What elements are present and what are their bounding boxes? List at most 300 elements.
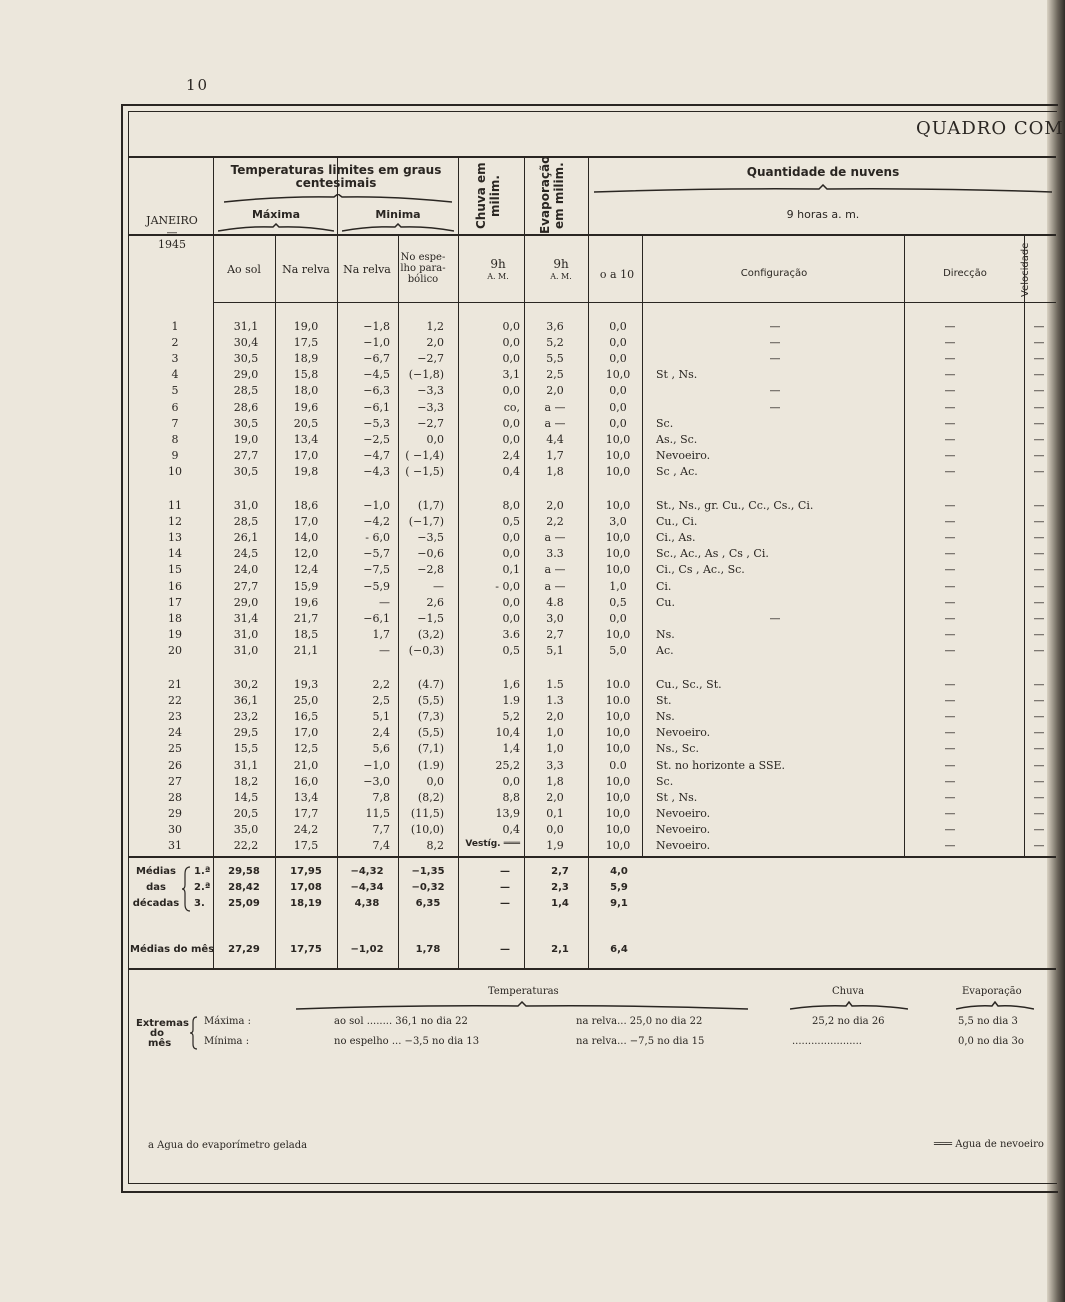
cell-day: 19: [168, 627, 182, 641]
mean-dec: 2.ª: [194, 882, 211, 893]
cell-min-relva: 2,4: [372, 726, 390, 740]
maxima-brace: [218, 223, 334, 233]
nove-horas-header: 9 horas a. m.: [786, 208, 860, 221]
evap-ampm: A. M.: [550, 272, 572, 281]
cell-conf: Nevoeiro.: [656, 726, 711, 740]
mean-dec: 1.ª: [194, 866, 211, 877]
cell-conf: St., Ns., gr. Cu., Cc., Cs., Ci.: [656, 499, 814, 512]
cell-conf: Ns.: [656, 710, 675, 724]
header-mid-rule: [128, 234, 1056, 236]
cell-day: 11: [168, 499, 182, 512]
cell-nuv: 0,0: [609, 352, 627, 366]
cell-esp: −0,6: [417, 547, 444, 561]
mean-evap: 2,3: [551, 882, 569, 893]
cell-evap: 2,0: [546, 790, 564, 804]
cell-sol: 24,0: [233, 563, 259, 577]
cell-conf: Cu., Sc., St.: [656, 678, 722, 691]
cell-relva: 17,5: [293, 336, 319, 350]
cell-chuva: 10,4: [495, 726, 520, 740]
mean-dec: 3.: [194, 898, 205, 909]
cell-dir: —: [944, 579, 956, 593]
mean-min-relva: −4,34: [350, 882, 384, 893]
cell-conf: Ci.: [656, 579, 672, 593]
cell-evap: a —: [544, 416, 566, 430]
cell-conf: St , Ns.: [656, 790, 698, 804]
cell-conf: Sc , Ac.: [656, 464, 698, 478]
cell-evap: 1,9: [546, 839, 564, 852]
cell-evap: 0,0: [546, 822, 564, 836]
cell-conf: Cu.: [656, 595, 675, 609]
cell-chuva: 2,4: [502, 448, 520, 462]
nuvens-header: Quantidade de nuvens: [746, 165, 900, 179]
cell-evap: 3,0: [546, 611, 564, 625]
cell-min-relva: 11,5: [365, 806, 390, 820]
cell-sol: 27,7: [233, 448, 259, 462]
na-relva-max-header: Na relva: [282, 263, 330, 276]
cell-day: 5: [171, 384, 179, 398]
mean-chuva: —: [500, 898, 510, 909]
cell-vel: —: [1033, 627, 1045, 641]
cell-min-relva: −1,8: [363, 320, 390, 333]
column-rule: [642, 236, 643, 856]
cell-conf: —: [769, 320, 781, 333]
cell-chuva: 0,5: [502, 515, 520, 529]
means-label-decadas: décadas: [132, 898, 180, 909]
cell-chuva: 0,4: [502, 822, 520, 836]
mean-nuv: 4,0: [610, 866, 628, 877]
cell-relva: 18,9: [293, 352, 319, 366]
cell-dir: —: [944, 678, 956, 691]
cell-relva: 20,5: [293, 416, 319, 430]
extremes-max-sol: ao sol ........ 36,1 no dia 22: [334, 1016, 468, 1027]
cell-evap: 4,4: [546, 432, 564, 446]
cell-nuv: 10,0: [605, 710, 631, 724]
cell-vel: —: [1033, 726, 1045, 740]
cell-vel: —: [1033, 774, 1045, 788]
cell-esp: ( −1,5): [405, 464, 444, 478]
cell-chuva: 0,0: [502, 384, 520, 398]
cell-esp: (4.7): [417, 678, 444, 691]
cell-day: 15: [168, 563, 182, 577]
cell-sol: 23,2: [233, 710, 259, 724]
cell-conf: Cu., Ci.: [656, 515, 698, 529]
cell-nuv: 0,0: [609, 384, 627, 398]
cell-min-relva: 1,7: [372, 627, 390, 641]
cell-conf: As., Sc.: [656, 432, 698, 446]
cell-chuva: 0,0: [502, 416, 520, 430]
cell-min-relva: −6,1: [363, 611, 390, 625]
cell-relva: 16,0: [293, 774, 319, 788]
evaporacao-header: Evaporação em milim.: [538, 155, 566, 234]
cell-esp: −2,7: [417, 352, 444, 366]
cell-dir: —: [944, 400, 956, 414]
cell-esp: (5,5): [417, 694, 444, 708]
cell-dir: —: [944, 595, 956, 609]
cell-relva: 25,0: [293, 694, 319, 708]
cell-nuv: 10,0: [605, 448, 631, 462]
cell-vel: —: [1033, 352, 1045, 366]
cell-esp: −1,5: [417, 611, 444, 625]
cell-day: 30: [168, 822, 182, 836]
column-rule: [458, 158, 459, 968]
cell-sol: 19,0: [233, 432, 259, 446]
cell-vel: —: [1033, 515, 1045, 529]
means-bottom-rule: [128, 968, 1056, 970]
column-rule: [524, 158, 525, 968]
cell-nuv: 10,0: [605, 822, 631, 836]
header-top-rule: [128, 156, 1056, 158]
extremes-temperaturas: Temperaturas: [488, 986, 559, 997]
cell-relva: 24,2: [293, 822, 319, 836]
cell-min-relva: −7,5: [363, 563, 390, 577]
cell-sol: 24,5: [233, 547, 259, 561]
cell-esp: (7,1): [417, 742, 444, 756]
column-rule: [904, 236, 905, 856]
cell-nuv: 1,0: [609, 579, 627, 593]
cell-chuva: 0,0: [502, 336, 520, 350]
cell-sol: 28,5: [233, 384, 259, 398]
cell-chuva: 13,9: [495, 806, 520, 820]
cell-relva: 12,4: [293, 563, 319, 577]
cell-dir: —: [944, 464, 956, 478]
cell-dir: —: [944, 416, 956, 430]
means-label-medias: Médias: [135, 866, 177, 877]
cell-dir: —: [944, 320, 956, 333]
cell-dir: —: [944, 694, 956, 708]
cell-sol: 36,1: [233, 694, 259, 708]
cell-min-relva: 7,4: [372, 839, 390, 852]
cell-sol: 31,4: [233, 611, 259, 625]
cell-chuva: 0,0: [502, 547, 520, 561]
cell-esp: −3,5: [417, 531, 444, 545]
cell-dir: —: [944, 336, 956, 350]
month-label: JANEIRO: [146, 214, 198, 227]
cell-conf: —: [769, 352, 781, 366]
extremes-minima-label: Mínima :: [204, 1036, 250, 1047]
mean-sol: 25,09: [228, 898, 260, 909]
extremes-maxima-label: Máxima :: [204, 1016, 252, 1027]
minima-brace: [342, 223, 454, 233]
cell-vel: —: [1033, 368, 1045, 382]
cell-relva: 17,0: [293, 448, 319, 462]
cell-relva: 13,4: [293, 790, 319, 804]
cell-esp: −3,3: [417, 384, 444, 398]
cell-dir: —: [944, 806, 956, 820]
cell-chuva: 5,2: [502, 710, 520, 724]
mean-relva: 17,08: [290, 882, 322, 893]
cell-sol: 31,0: [233, 643, 259, 657]
cell-evap: 2,2: [546, 515, 564, 529]
cell-sol: 31,1: [233, 758, 259, 772]
cell-sol: 15,5: [233, 742, 259, 756]
direccao-header: Direcção: [943, 268, 987, 279]
cell-relva: 15,8: [293, 368, 319, 382]
cell-chuva: - 0,0: [495, 579, 520, 593]
cell-chuva: 8,8: [502, 790, 520, 804]
cell-day: 7: [171, 416, 179, 430]
cell-min-relva: −6,7: [363, 352, 390, 366]
cell-evap: 1.5: [546, 678, 564, 691]
cell-vel: —: [1033, 563, 1045, 577]
cell-relva: 21,7: [293, 611, 319, 625]
nuvens-brace: [594, 184, 1052, 194]
cell-day: 29: [168, 806, 182, 820]
cell-nuv: 0,0: [609, 416, 627, 430]
cell-dir: —: [944, 547, 956, 561]
cell-vel: —: [1033, 336, 1045, 350]
extremes-max-relva: na relva... 25,0 no dia 22: [576, 1016, 703, 1027]
cell-nuv: 10,0: [605, 432, 631, 446]
cell-vel: —: [1033, 464, 1045, 478]
mean-relva: 18,19: [290, 898, 322, 909]
cell-dir: —: [944, 643, 956, 657]
cell-min-relva: 2,2: [372, 678, 390, 691]
month-mean-relva: 17,75: [290, 944, 322, 955]
table-title: QUADRO COM: [916, 118, 1064, 139]
cell-relva: 17,0: [293, 515, 319, 529]
cell-evap: 3,6: [546, 320, 564, 333]
cell-day: 22: [168, 694, 182, 708]
cell-day: 10: [168, 464, 182, 478]
cell-dir: —: [944, 742, 956, 756]
cell-nuv: 5,0: [609, 643, 627, 657]
cell-relva: 15,9: [293, 579, 319, 593]
cell-dir: —: [944, 611, 956, 625]
cell-min-relva: —: [379, 643, 390, 657]
cell-sol: 29,5: [233, 726, 259, 740]
mean-sol: 28,42: [228, 882, 260, 893]
cell-conf: St. no horizonte a SSE.: [656, 758, 786, 772]
cell-vel: —: [1033, 839, 1045, 852]
cell-chuva: 0,0: [502, 774, 520, 788]
espelho-header: No espe- lho para- bólico: [400, 252, 446, 285]
extremes-evaporacao: Evaporação: [962, 986, 1022, 997]
extremes-min-evap: 0,0 no dia 3o: [958, 1036, 1024, 1047]
evaporacao-brace: [956, 1001, 1034, 1011]
cell-evap: 1,7: [546, 448, 564, 462]
cell-sol: 27,7: [233, 579, 259, 593]
cell-min-relva: −1,0: [363, 499, 390, 512]
cell-dir: —: [944, 432, 956, 446]
extremes-max-evap: 5,5 no dia 3: [958, 1016, 1018, 1027]
cell-evap: 3,3: [546, 758, 564, 772]
cell-sol: 14,5: [233, 790, 259, 804]
cell-esp: (−1,7): [408, 515, 444, 529]
cell-esp: 0,0: [426, 432, 444, 446]
means-brace: [182, 866, 192, 912]
cell-min-relva: 2,5: [372, 694, 390, 708]
cell-day: 8: [171, 432, 179, 446]
cell-day: 23: [168, 710, 182, 724]
chuva-header: Chuva em milim.: [474, 162, 502, 230]
cell-vel: —: [1033, 790, 1045, 804]
cell-evap: 5,5: [546, 352, 564, 366]
cell-dir: —: [944, 839, 956, 852]
column-rule: [588, 158, 589, 968]
cell-vel: —: [1033, 579, 1045, 593]
cell-dir: —: [944, 499, 956, 512]
cell-day: 12: [168, 515, 182, 529]
cell-evap: 1,0: [546, 742, 564, 756]
cell-esp: (7,3): [417, 710, 444, 724]
mean-sol: 29,58: [228, 866, 260, 877]
extremes-max-chuva: 25,2 no dia 26: [812, 1016, 885, 1027]
cell-sol: 35,0: [233, 822, 259, 836]
cell-nuv: 10,0: [605, 726, 631, 740]
cell-chuva: 0,0: [502, 595, 520, 609]
cell-day: 21: [168, 678, 182, 691]
cell-day: 13: [168, 531, 182, 545]
cell-esp: (−0,3): [408, 643, 444, 657]
cell-sol: 26,1: [233, 531, 259, 545]
cell-evap: 2,0: [546, 710, 564, 724]
cell-relva: 21,1: [293, 643, 319, 657]
month-mean-nuv: 6,4: [610, 944, 628, 955]
cell-sol: 22,2: [233, 839, 259, 852]
cell-vel: —: [1033, 400, 1045, 414]
cell-sol: 29,0: [233, 595, 259, 609]
cell-sol: 28,5: [233, 515, 259, 529]
cell-conf: Sc.: [656, 774, 674, 788]
cell-esp: (8,2): [417, 790, 444, 804]
mean-min-relva: 4,38: [354, 898, 380, 909]
cell-dir: —: [944, 627, 956, 641]
extremes-label-extremas: Extremas: [136, 1018, 189, 1029]
cell-conf: Sc.: [656, 416, 674, 430]
cell-esp: (−1,8): [408, 368, 444, 382]
cell-conf: —: [769, 611, 781, 625]
cell-dir: —: [944, 726, 956, 740]
cell-conf: Nevoeiro.: [656, 839, 711, 852]
minima-header: Minima: [375, 208, 421, 221]
mean-evap: 1,4: [551, 898, 569, 909]
cell-chuva: 0,0: [502, 352, 520, 366]
cell-chuva: 3,1: [502, 368, 520, 382]
cell-esp: (1.9): [417, 758, 444, 772]
cell-nuv: 0,0: [609, 400, 627, 414]
cell-min-relva: −4,7: [363, 448, 390, 462]
cell-sol: 31,1: [233, 320, 259, 333]
cell-day: 28: [168, 790, 182, 804]
extremes-chuva: Chuva: [832, 986, 865, 997]
column-rule: [398, 236, 399, 968]
mean-nuv: 5,9: [610, 882, 628, 893]
cell-min-relva: −4,3: [363, 464, 390, 478]
chuva-hour: 9h: [490, 257, 506, 271]
cell-conf: St.: [656, 694, 672, 708]
cell-relva: 14,0: [293, 531, 319, 545]
cell-vel: —: [1033, 416, 1045, 430]
mean-relva: 17,95: [290, 866, 322, 877]
cell-chuva: 0,0: [502, 320, 520, 333]
cell-esp: −3,3: [417, 400, 444, 414]
cell-conf: Nevoeiro.: [656, 822, 711, 836]
extremes-min-chuva: ......................: [792, 1036, 862, 1047]
cell-sol: 30,5: [233, 464, 259, 478]
cell-chuva: Vestíg. ═══: [465, 839, 520, 849]
cell-chuva: 25,2: [495, 758, 520, 772]
cell-day: 6: [171, 400, 179, 414]
cell-esp: −2,8: [417, 563, 444, 577]
cell-nuv: 0,0: [609, 336, 627, 350]
cell-min-relva: - 6,0: [365, 531, 390, 545]
cell-dir: —: [944, 563, 956, 577]
cell-sol: 30,4: [233, 336, 259, 350]
velocidade-header: Velocidade: [1020, 242, 1031, 298]
cell-dir: —: [944, 822, 956, 836]
cell-nuv: 10,0: [605, 547, 631, 561]
footnote-evaporimetro: a Agua do evaporímetro gelada: [148, 1140, 308, 1151]
cell-relva: 12,5: [293, 742, 319, 756]
cell-day: 20: [168, 643, 182, 657]
cell-esp: —: [433, 579, 444, 593]
oaio-header: o a 10: [599, 268, 635, 281]
cell-esp: ( −1,4): [405, 448, 444, 462]
cell-evap: 4.8: [546, 595, 564, 609]
na-relva-min-header: Na relva: [343, 263, 391, 276]
cell-vel: —: [1033, 432, 1045, 446]
cell-nuv: 0,0: [609, 611, 627, 625]
cell-dir: —: [944, 515, 956, 529]
cell-relva: 19,0: [293, 320, 319, 333]
cell-conf: St , Ns.: [656, 368, 698, 382]
cell-min-relva: −5,7: [363, 547, 390, 561]
cell-dir: —: [944, 531, 956, 545]
cell-vel: —: [1033, 710, 1045, 724]
cell-day: 24: [168, 726, 182, 740]
cell-chuva: 0,0: [502, 432, 520, 446]
cell-sol: 18,2: [233, 774, 259, 788]
cell-chuva: 0,0: [502, 531, 520, 545]
cell-vel: —: [1033, 320, 1045, 333]
cell-conf: Nevoeiro.: [656, 806, 711, 820]
cell-sol: 30,2: [233, 678, 259, 691]
cell-vel: —: [1033, 643, 1045, 657]
cell-chuva: 0,5: [502, 643, 520, 657]
cell-nuv: 10,0: [605, 790, 631, 804]
extremes-min-espelho: no espelho ... −3,5 no dia 13: [334, 1036, 480, 1047]
cell-conf: Ns.: [656, 627, 675, 641]
cell-nuv: 10,0: [605, 531, 631, 545]
cell-chuva: 0,1: [502, 563, 520, 577]
column-rule: [213, 158, 214, 968]
cell-conf: Ci., Cs , Ac., Sc.: [656, 563, 745, 577]
cell-nuv: 0,5: [609, 595, 627, 609]
cell-esp: (1,7): [417, 499, 444, 512]
cell-nuv: 0,0: [609, 320, 627, 333]
cell-relva: 12,0: [293, 547, 319, 561]
cell-day: 4: [171, 368, 179, 382]
month-mean-min-relva: −1,02: [350, 944, 384, 955]
extremes-label-do: do: [150, 1028, 165, 1039]
month-mean-chuva: —: [500, 944, 510, 955]
cell-evap: a —: [544, 579, 566, 593]
cell-esp: 0,0: [426, 774, 444, 788]
cell-day: 25: [168, 742, 182, 756]
cell-min-relva: −2,5: [363, 432, 390, 446]
cell-evap: 5,2: [546, 336, 564, 350]
cell-relva: 19,6: [293, 595, 319, 609]
footnote-nevoeiro: ═══ Agua de nevoeiro: [934, 1139, 1044, 1150]
cell-chuva: 3.6: [502, 627, 520, 641]
cell-conf: —: [769, 400, 781, 414]
mean-chuva: —: [500, 866, 510, 877]
cell-evap: 3.3: [546, 547, 564, 561]
cell-sol: 30,5: [233, 352, 259, 366]
cell-min-relva: −5,3: [363, 416, 390, 430]
cell-day: 17: [168, 595, 182, 609]
cell-esp: (11,5): [410, 806, 444, 820]
